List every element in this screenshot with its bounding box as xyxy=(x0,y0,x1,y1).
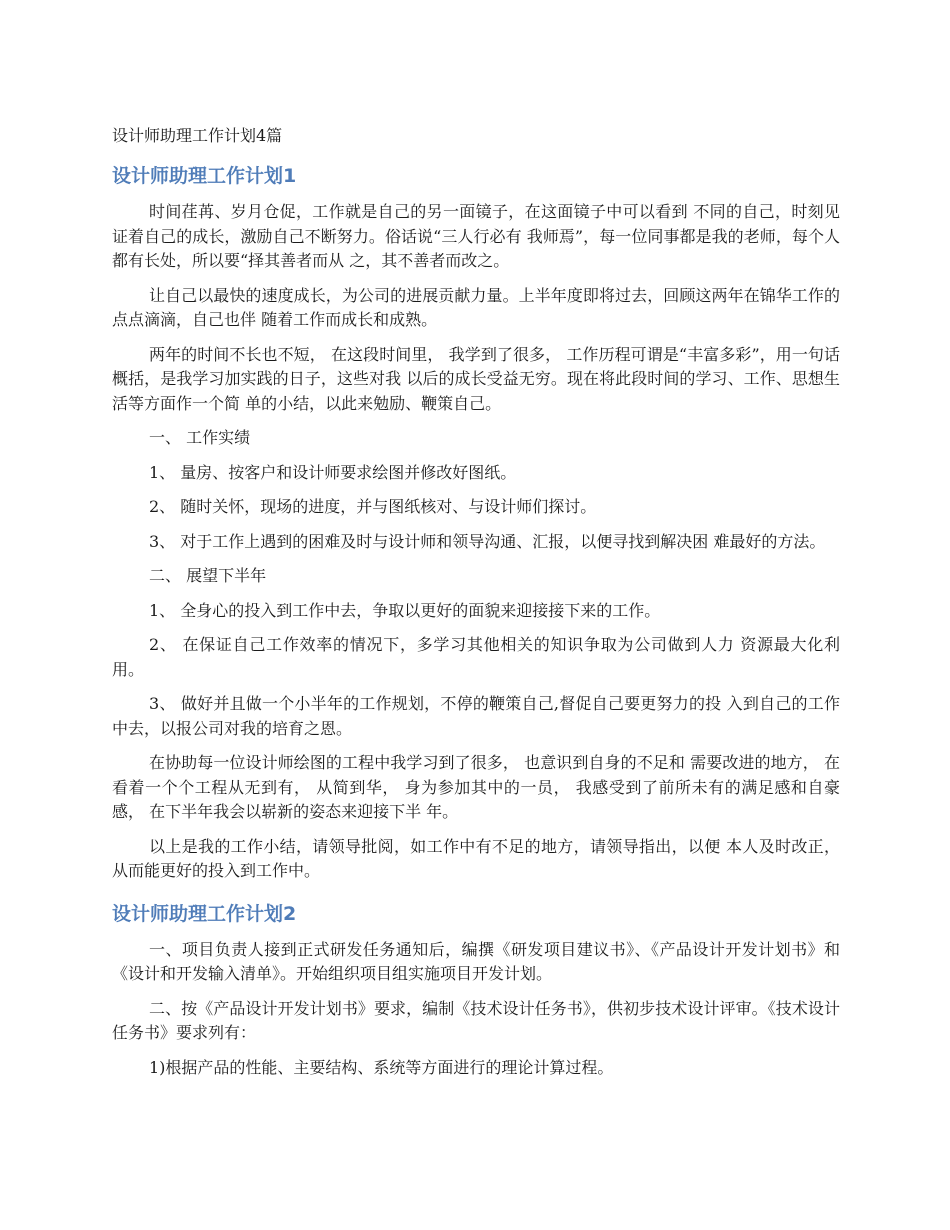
section-heading-1: 设计师助理工作计划1 xyxy=(112,165,297,187)
list-item: 2、 在保证自己工作效率的情况下，多学习其他相关的知识争取为公司做到人力 资源最大化利用。 xyxy=(112,635,840,679)
list-item: 2、 随时关怀，现场的进度，并与图纸核对、与设计师们探讨。 xyxy=(149,497,597,516)
document-title: 设计师助理工作计划4篇 xyxy=(112,126,283,145)
list-item: 3、 对于工作上遇到的困难及时与设计师和领导沟通、汇报，以便寻找到解决困 难最好的方法。 xyxy=(149,531,826,551)
paragraph: 让自己以最快的速度成长，为公司的进展贡献力量。上半年度即将过去，回顾这两年在锦华工作的点点滴滴，自己也伴 随着工作而成长和成熟。 xyxy=(112,285,840,329)
subheading-work-achievements: 一、 工作实绩 xyxy=(149,428,251,447)
paragraph: 以上是我的工作小结，请领导批阅，如工作中有不足的地方，请领导指出，以便 本人及时改正，从而能更好的投入到工作中。 xyxy=(112,836,840,880)
paragraph: 在协助每一位设计师绘图的工程中我学习到了很多， 也意识到自身的不足和 需要改进的地方， 在看着一个个工程从无到有， 从简到华， 身为参加其中的一员， 我感受到了前所未有的满足感和自豪感， 在下半年我会以崭新的姿态来迎接下半 年。 xyxy=(112,753,840,821)
section-heading-2: 设计师助理工作计划2 xyxy=(112,902,297,925)
list-item: 1、 全身心的投入到工作中去，争取以更好的面貌来迎接接下来的工作。 xyxy=(149,600,661,620)
paragraph: 时间荏苒、岁月仓促，工作就是自己的另一面镜子，在这面镜子中可以看到 不同的自己，时刻见证着自己的成长，激励自己不断努力。俗话说“三人行必有 我师焉”，每一位同事都是我的老师，每个人都有长处，所以要“择其善者而从 之，其不善者而改之。 xyxy=(112,202,840,270)
paragraph: 两年的时间不长也不短， 在这段时间里， 我学到了很多， 工作历程可谓是“丰富多彩”，用一句话概括，是我学习加实践的日子，这些对我 以后的成长受益无穷。现在将此段时间的学习、工作、思想生活等方面作一个简 单的小结，以此来勉励、鞭策自己。 xyxy=(112,344,840,413)
list-item: 1、 量房、按客户和设计师要求绘图并修改好图纸。 xyxy=(149,462,517,482)
document-content xyxy=(112,124,840,1090)
list-item: 1)根据产品的性能、主要结构、系统等方面进行的理论计算过程。 xyxy=(149,1057,614,1077)
paragraph: 二、按《产品设计开发计划书》要求，编制《技术设计任务书》，供初步技术设计评审。《技术设计任务书》要求列有： xyxy=(112,998,840,1042)
list-item: 3、 做好并且做一个小半年的工作规划，不停的鞭策自己,督促自己要更努力的投 入到自己的工作中去，以报公司对我的培育之恩。 xyxy=(112,694,840,738)
subheading-outlook: 二、 展望下半年 xyxy=(149,566,267,585)
paragraph: 一、项目负责人接到正式研发任务通知后，编撰《研发项目建议书》、《产品设计开发计划书》和《设计和开发输入清单》。开始组织项目组实施项目开发计划。 xyxy=(112,939,840,983)
